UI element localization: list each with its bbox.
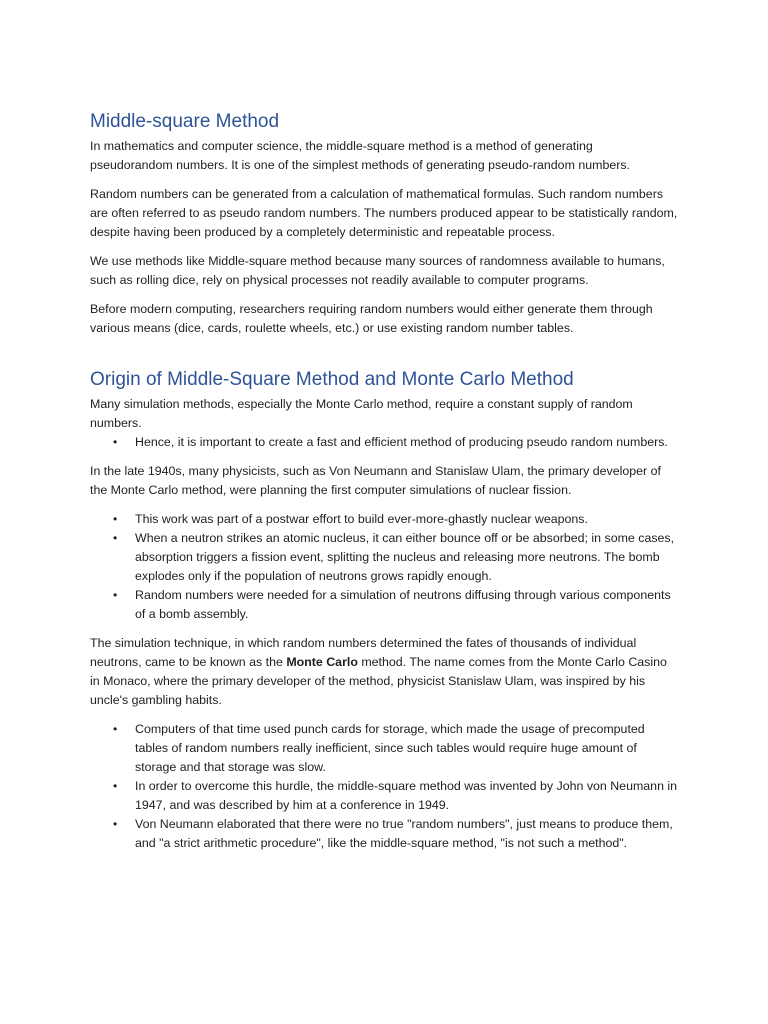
bullet-list xyxy=(90,510,678,624)
list-item-text: Computers of that time used punch cards for storage, which made the usage of precomputed tables of random numbers really inefficient, since such tables would require huge amount of storage and that storage was slow. xyxy=(135,722,645,774)
list-item xyxy=(113,720,678,777)
section-heading-middle-square: Middle-square Method xyxy=(90,111,280,132)
bullet-list xyxy=(90,433,678,452)
paragraph-text: The simulation technique, in which random numbers determined the fates of thousands of individual neutrons, came to be known as the xyxy=(90,636,637,669)
paragraph: Random numbers can be generated from a calculation of mathematical formulas. Such random numbers are often referred to as pseudo random numbers. The numbers produced appear to be statistically random, despite having been produced by a completely deterministic and repeatable process. xyxy=(90,187,678,239)
paragraph: We use methods like Middle-square method because many sources of randomness available to humans, such as rolling dice, rely on physical processes not readily available to computer programs. xyxy=(90,254,665,287)
list-item-text: When a neutron strikes an atomic nucleus, it can either bounce off or be absorbed; in some cases, absorption triggers a fission event, splitting the nucleus and releasing more neutrons. The bomb explodes only if the population of neutrons grows rapidly enough. xyxy=(135,531,675,583)
bullet-icon: • xyxy=(113,722,118,736)
bullet-list xyxy=(90,720,678,853)
bullet-icon: • xyxy=(113,779,118,793)
list-item-text: Von Neumann elaborated that there were no true "random numbers", just means to produce them, and "a strict arithmetic procedure", like the middle-square method, "is not such a method". xyxy=(135,817,673,850)
bold-term: Monte Carlo xyxy=(286,655,358,669)
list-item-text: This work was part of a postwar effort to build ever-more-ghastly nuclear weapons. xyxy=(135,512,588,526)
list-item xyxy=(113,529,678,586)
bullet-icon: • xyxy=(113,817,118,831)
list-item-text: Hence, it is important to create a fast and efficient method of producing pseudo random numbers. xyxy=(135,435,668,449)
paragraph xyxy=(90,634,678,710)
paragraph: In mathematics and computer science, the middle-square method is a method of generating pseudorandom numbers. It is one of the simplest methods of generating pseudo-random numbers. xyxy=(90,139,630,172)
bullet-icon: • xyxy=(113,435,118,449)
list-item-text: In order to overcome this hurdle, the middle-square method was invented by John von Neumann in 1947, and was described by him at a conference in 1949. xyxy=(135,779,678,812)
bullet-icon: • xyxy=(113,512,118,526)
section-heading-origin: Origin of Middle-Square Method and Monte Carlo Method xyxy=(90,369,574,390)
paragraph: Many simulation methods, especially the Monte Carlo method, require a constant supply of random numbers. xyxy=(90,397,633,430)
list-item xyxy=(113,777,678,815)
list-item xyxy=(113,815,678,853)
bullet-icon: • xyxy=(113,588,118,602)
paragraph-text: method. The name comes from the Monte Carlo Casino in Monaco, where the primary developer of the method, physicist Stanislaw Ulam, was inspired by his uncle's gambling habits. xyxy=(90,655,667,707)
list-item xyxy=(113,510,678,529)
list-item-text: Random numbers were needed for a simulation of neutrons diffusing through various components of a bomb assembly. xyxy=(135,588,671,621)
bullet-icon: • xyxy=(113,531,118,545)
paragraph: In the late 1940s, many physicists, such as Von Neumann and Stanislaw Ulam, the primary developer of the Monte Carlo method, were planning the first computer simulations of nuclear fission. xyxy=(90,464,661,497)
list-item xyxy=(113,433,678,452)
list-item xyxy=(113,586,678,624)
paragraph: Before modern computing, researchers requiring random numbers would either generate them through various means (dice, cards, roulette wheels, etc.) or use existing random number tables. xyxy=(90,302,653,335)
